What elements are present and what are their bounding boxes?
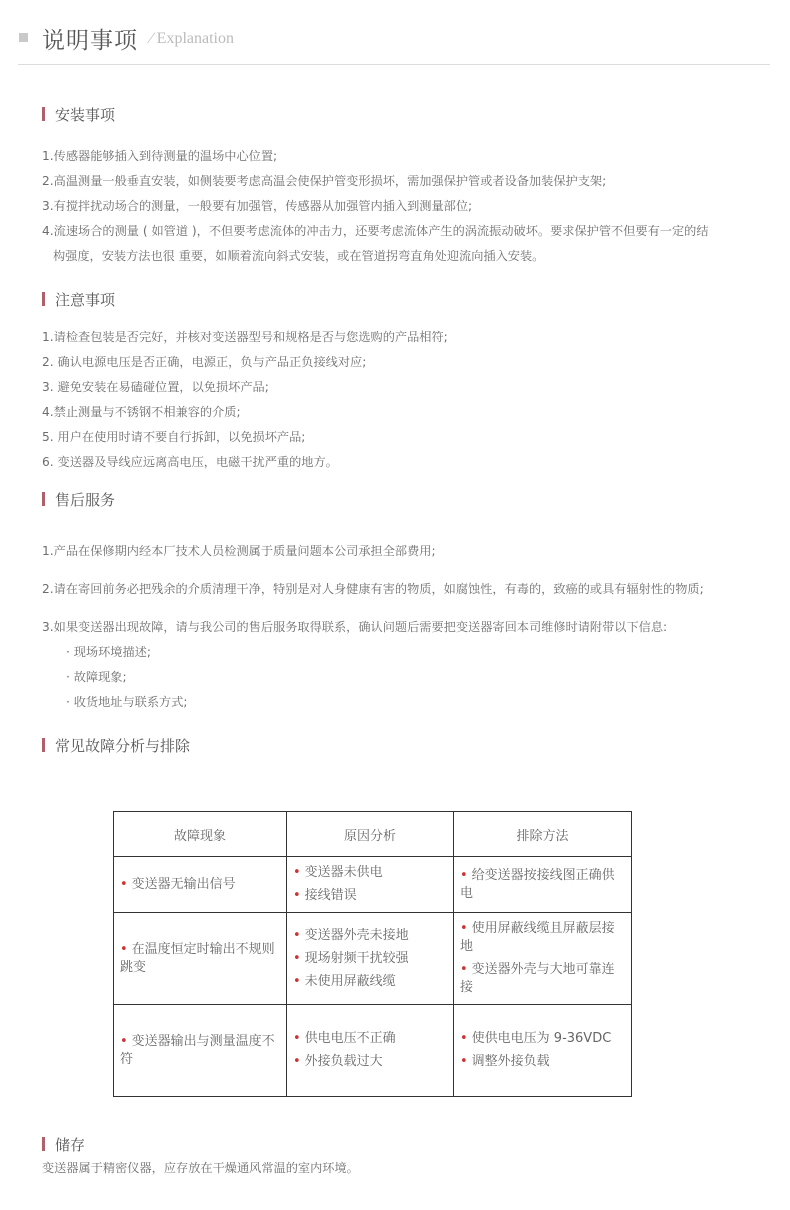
section-title: 售后服务 (55, 491, 116, 509)
bullet-icon: • (460, 962, 468, 977)
bullet-icon: • (120, 1033, 128, 1049)
bullet-icon: • (460, 1054, 468, 1069)
install-line: 2.高温测量一般垂直安装，如侧装要考虑高温会使保护管变形损坏，需加强保护管或者设备加装保护支架; (42, 174, 607, 188)
fix-cell (454, 857, 632, 913)
table-header-row (114, 812, 632, 857)
symptom-cell (114, 1005, 287, 1097)
symptom-cell (114, 913, 287, 1005)
install-line: 构强度，安装方法也很 重要，如顺着流向斜式安装，或在管道拐弯直角处迎流向插入安装。 (53, 249, 545, 263)
notice-line: 5. 用户在使用时请不要自行拆卸，以免损坏产品; (42, 430, 306, 444)
table-row (114, 857, 632, 913)
section-title: 储存 (55, 1136, 86, 1154)
install-line: 1.传感器能够插入到待测量的温场中心位置; (42, 149, 278, 163)
service-line: 2.请在寄回前务必把残余的介质清理干净，特别是对人身健康有害的物质，如腐蚀性，有毒的，致癌的或具有辐射性的物质; (42, 582, 704, 596)
bullet-icon: • (293, 888, 301, 903)
bullet-icon: • (460, 921, 468, 936)
page-title: 说明事项 (42, 28, 138, 54)
column-header: 原因分析 (287, 812, 454, 857)
fix-text: 变送器外壳与大地可靠连接 (460, 962, 615, 995)
cause-text: 变送器未供电 (304, 865, 383, 880)
fix-text: 调整外接负载 (471, 1054, 550, 1069)
cause-cell (287, 857, 454, 913)
table-row (114, 1005, 632, 1097)
storage-text: 变送器属于精密仪器，应存放在干燥通风常温的室内环境。 (42, 1161, 359, 1175)
fix-text: 给变送器按接线图正确供电 (460, 867, 615, 901)
bullet-icon: • (293, 950, 301, 966)
bullet-icon: • (293, 1054, 301, 1069)
service-info-item: · 故障现象; (66, 670, 127, 684)
cause-cell (287, 913, 454, 1005)
install-line: 4.流速场合的测量 ( 如管道 )，不但要考虑流体的冲击力，还要考虑流体产生的涡流振动破坏。要求保护管不但要有一定的结 (42, 224, 709, 238)
column-header: 排除方法 (454, 812, 632, 857)
notice-line: 4.禁止测量与不锈钢不相兼容的介质; (42, 405, 241, 419)
bullet-icon: • (293, 973, 301, 989)
service-line: 1.产品在保修期内经本厂技术人员检测属于质量问题本公司承担全部费用; (42, 544, 436, 558)
service-info-item: · 收货地址与联系方式; (66, 695, 188, 709)
page-header (0, 0, 790, 66)
notice-line: 1.请检查包装是否完好，并核对变送器型号和规格是否与您选购的产品相符; (42, 330, 448, 344)
notice-line: 6. 变送器及导线应远离高电压，电磁干扰严重的地方。 (42, 455, 338, 469)
heading-bar-icon (42, 492, 45, 506)
notice-line: 3. 避免安装在易磕碰位置，以免损坏产品; (42, 380, 269, 394)
install-line: 3.有搅拌扰动场合的测量，一般要有加强管，传感器从加强管内插入到测量部位; (42, 199, 473, 213)
symptom-text: 变送器无输出信号 (131, 876, 236, 892)
cause-text: 外接负载过大 (304, 1054, 383, 1069)
bullet-icon: • (460, 867, 468, 883)
cause-text: 供电电压不正确 (304, 1031, 396, 1046)
bullet-icon: • (120, 941, 128, 957)
notice-line: 2. 确认电源电压是否正确，电源正，负与产品正负接线对应; (42, 355, 367, 369)
service-info-item: · 现场环境描述; (66, 645, 151, 659)
bullet-icon: • (120, 876, 128, 892)
heading-bar-icon (42, 738, 45, 752)
bullet-icon: • (460, 1031, 468, 1046)
symptom-text: 在温度恒定时输出不规则跳变 (120, 941, 275, 975)
cause-text: 接线错误 (304, 888, 357, 903)
heading-bar-icon (42, 1137, 45, 1151)
fix-text: 使用屏蔽线缆且屏蔽层接地 (460, 921, 615, 954)
symptom-cell (114, 857, 287, 913)
cause-cell (287, 1005, 454, 1097)
header-divider (18, 64, 770, 65)
heading-bar-icon (42, 292, 45, 306)
fix-text: 使供电电压为 9-36VDC (471, 1031, 612, 1046)
section-title: 常见故障分析与排除 (55, 737, 191, 755)
bullet-icon: • (293, 865, 301, 880)
service-line: 3.如果变送器出现故障，请与我公司的售后服务取得联系，确认问题后需要把变送器寄回本司维修时请附带以下信息: (42, 620, 668, 634)
section-title: 安装事项 (55, 106, 116, 124)
fix-cell (454, 913, 632, 1005)
heading-bar-icon (42, 107, 45, 121)
bullet-icon: • (293, 927, 301, 943)
symptom-text: 变送器输出与测量温度不符 (120, 1033, 275, 1067)
header-square-icon (19, 33, 28, 42)
fix-cell (454, 1005, 632, 1097)
bullet-icon: • (293, 1031, 301, 1046)
page-subtitle: ⁄ Explanation (150, 30, 234, 47)
cause-text: 变送器外壳未接地 (304, 927, 409, 943)
section-title: 注意事项 (55, 291, 116, 309)
table-row (114, 913, 632, 1005)
cause-text: 现场射频干扰较强 (304, 950, 409, 966)
cause-text: 未使用屏蔽线缆 (304, 973, 396, 989)
column-header: 故障现象 (114, 812, 287, 857)
fault-table (113, 811, 632, 1097)
